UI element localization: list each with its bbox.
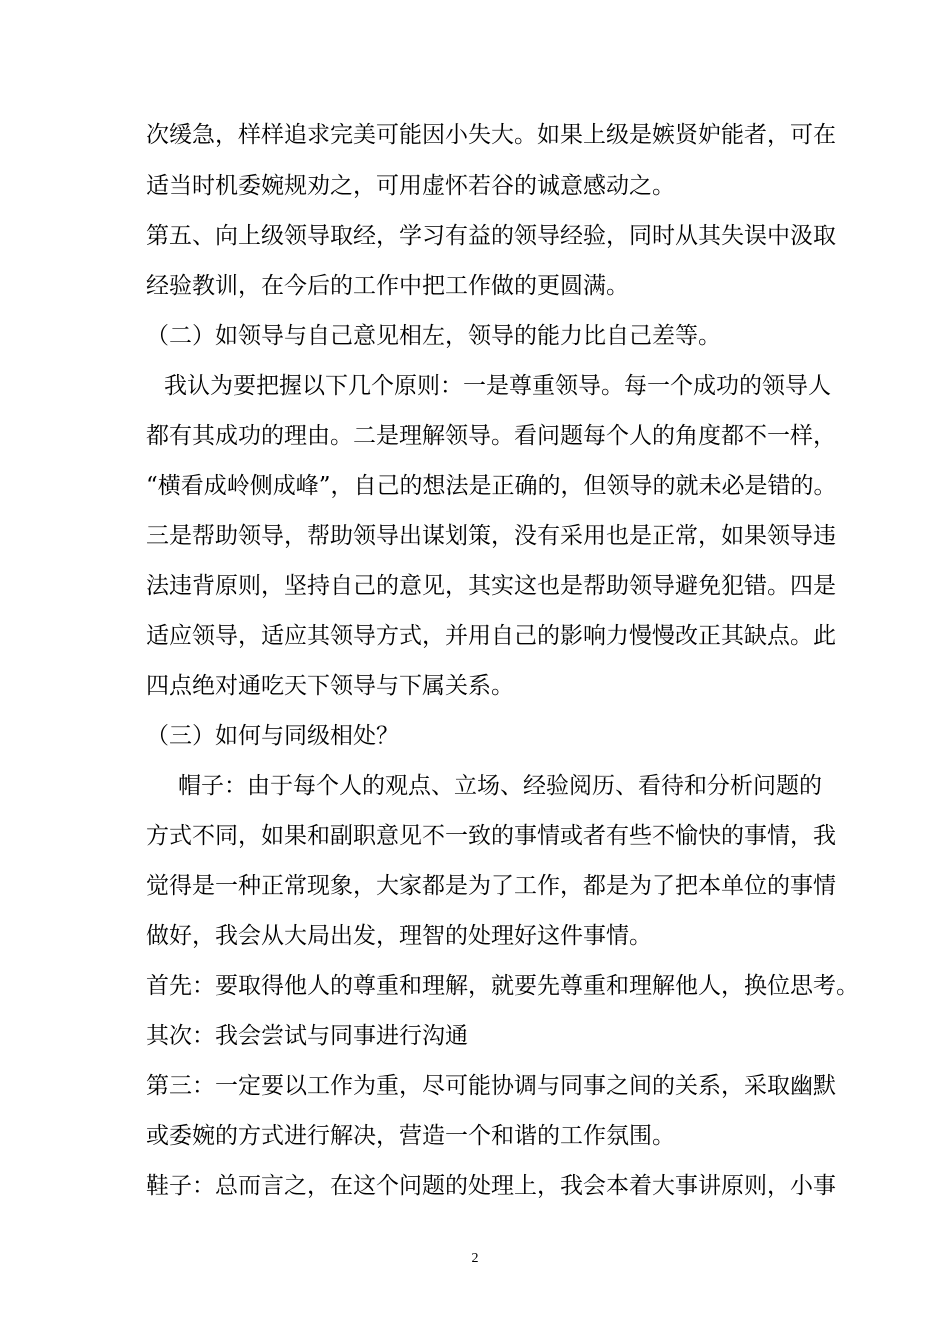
text-line: 法违背原则，坚持自己的意见，其实这也是帮助领导避免犯错。四是	[146, 573, 836, 599]
text-line: 帽子：由于每个人的观点、立场、经验阅历、看待和分析问题的	[178, 773, 822, 799]
text-line: 首先：要取得他人的尊重和理解，就要先尊重和理解他人，换位思考。	[146, 973, 859, 999]
text-line: 其次：我会尝试与同事进行沟通	[146, 1023, 468, 1049]
text-line: 方式不同，如果和副职意见不一致的事情或者有些不愉快的事情，我	[146, 823, 836, 849]
text-line: 都有其成功的理由。二是理解领导。看问题每个人的角度都不一样，	[146, 423, 836, 449]
text-line: 做好，我会从大局出发，理智的处理好这件事情。	[146, 923, 652, 949]
text-line: 第五、向上级领导取经，学习有益的领导经验，同时从其失误中汲取	[146, 223, 836, 249]
text-line: 四点绝对通吃天下领导与下属关系。	[146, 673, 514, 699]
section-heading: （二）如领导与自己意见相左，领导的能力比自己差等。	[146, 323, 721, 349]
text-line: 适当时机委婉规劝之，可用虚怀若谷的诚意感动之。	[146, 173, 675, 199]
text-line: 经验教训，在今后的工作中把工作做的更圆满。	[146, 273, 629, 299]
text-line: 适应领导，适应其领导方式，并用自己的影响力慢慢改正其缺点。此	[146, 623, 836, 649]
section-heading: （三）如何与同级相处？	[146, 723, 399, 749]
text-line: 三是帮助领导，帮助领导出谋划策，没有采用也是正常，如果领导违	[146, 523, 836, 549]
text-line: 第三：一定要以工作为重，尽可能协调与同事之间的关系，采取幽默	[146, 1073, 836, 1099]
text-line: 或委婉的方式进行解决，营造一个和谐的工作氛围。	[146, 1123, 675, 1149]
page-number: 2	[471, 1251, 479, 1266]
text-line: 我认为要把握以下几个原则：一是尊重领导。每一个成功的领导人	[164, 373, 831, 399]
text-line: 次缓急，样样追求完美可能因小失大。如果上级是嫉贤妒能者，可在	[146, 122, 836, 148]
text-line: “横看成岭侧成峰”，自己的想法是正确的，但领导的就未必是错的。	[146, 473, 837, 499]
text-line: 觉得是一种正常现象，大家都是为了工作，都是为了把本单位的事情	[146, 873, 836, 899]
text-line: 鞋子：总而言之，在这个问题的处理上，我会本着大事讲原则，小事	[146, 1173, 836, 1199]
